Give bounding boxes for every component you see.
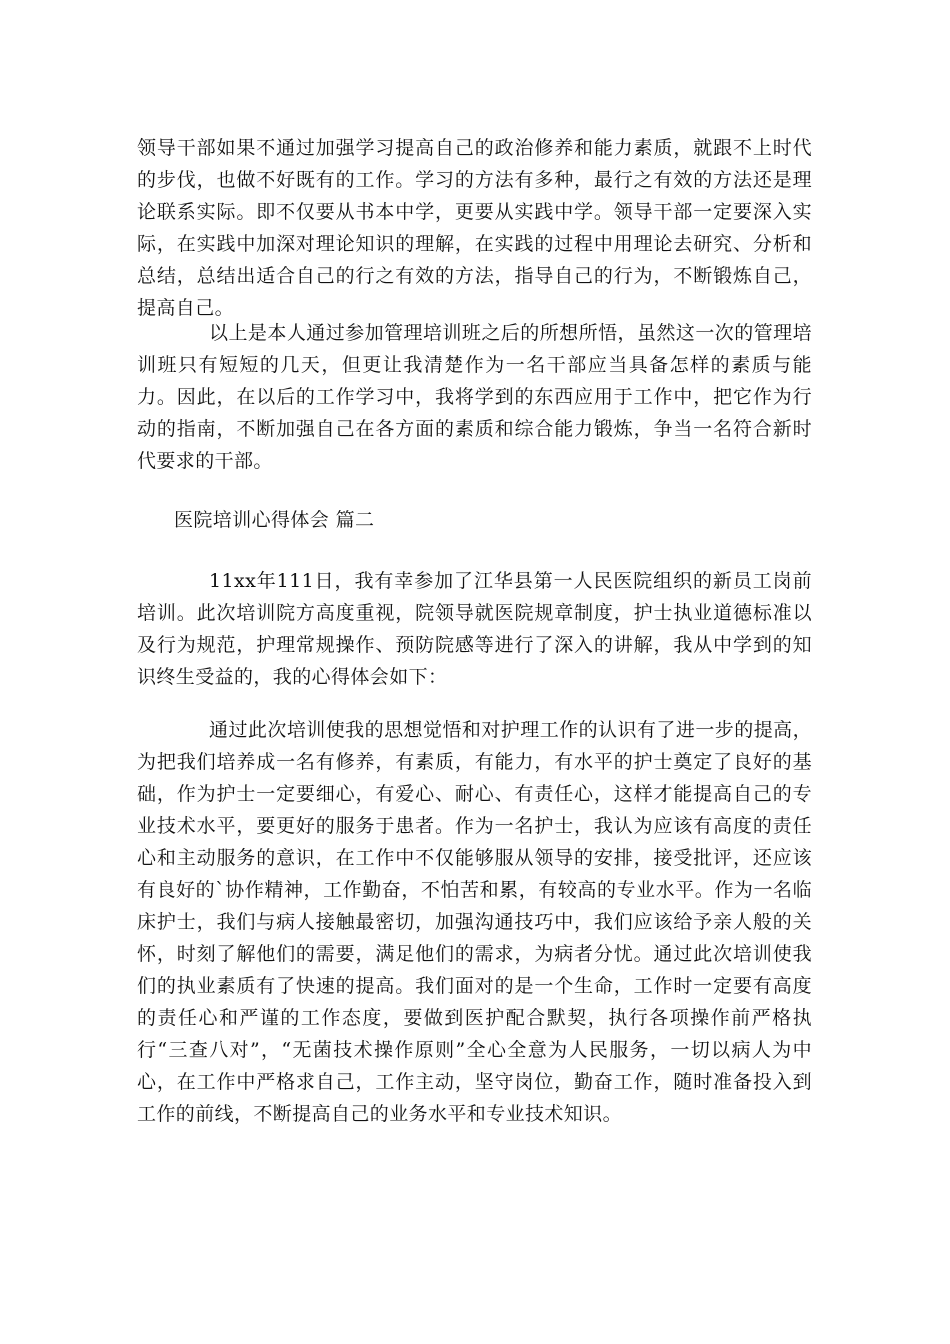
paragraph-2: 以上是本人通过参加管理培训班之后的所想所悟，虽然这一次的管理培训班只有短短的几天，但更让我清楚作为一名干部应当具备怎样的素质与能力。因此，在以后的工作学习中，我将学到的东西应用于工作中，把它作为行动的指南，不断加强自己在各方面的素质和综合能力锻炼，争当一名符合新时代要求的干部。 [137, 322, 812, 472]
section-heading: 医院培训心得体会 篇二 [174, 509, 375, 531]
paragraph-4: 通过此次培训使我的思想觉悟和对护理工作的认识有了进一步的提高，为把我们培养成一名有修养，有素质，有能力，有水平的护士奠定了良好的基础，作为护士一定要细心，有爱心、耐心、有责任心，这样才能提高自己的专业技术水平，要更好的服务于患者。作为一名护士，我认为应该有高度的责任心和主动服务的意识，在工作中不仅能够服从领导的安排，接受批评，还应该有良好的`协作精神，工作勤奋，不怕苦和累，有较高的专业水平。作为一名临床护士，我们与病人接触最密切，加强沟通技巧中，我们应该给予亲人般的关怀，时刻了解他们的需要，满足他们的需求，为病者分忧。通过此次培训使我们的执业素质有了快速的提高。我们面对的是一个生命，工作时一定要有高度的责任心和严谨的工作态度，要做到医护配合默契，执行各项操作前严格执行“三查八对”，“无菌技术操作原则”全心全意为人民服务，一切以病人为中心，在工作中严格求自己，工作主动，坚守岗位，勤奋工作，随时准备投入到工作的前线，不断提高自己的业务水平和专业技术知识。 [137, 719, 812, 1125]
paragraph-1: 领导干部如果不通过加强学习提高自己的政治修养和能力素质，就跟不上时代的步伐，也做不好既有的工作。学习的方法有多种，最行之有效的方法还是理论联系实际。即不仅要从书本中学，更要从实践中学。领导干部一定要深入实际，在实践中加深对理论知识的理解，在实践的过程中用理论去研究、分析和总结，总结出适合自己的行之有效的方法，指导自己的行为，不断锻炼自己，提高自己。 [137, 137, 812, 319]
paragraph-3: 11xx年111日，我有幸参加了江华县第一人民医院组织的新员工岗前培训。此次培训院方高度重视，院领导就医院规章制度，护士执业道德标准以及行为规范，护理常规操作、预防院感等进行了深入的讲解，我从中学到的知识终生受益的，我的心得体会如下： [137, 570, 812, 688]
